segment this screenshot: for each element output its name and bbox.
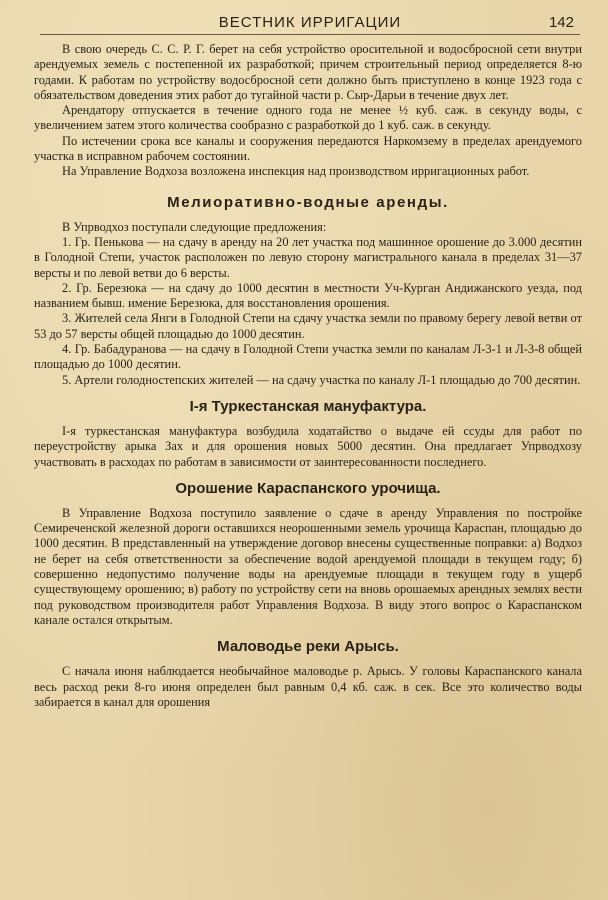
paragraph: I-я туркестанская мануфактура возбудила ходатайство о выдаче ей ссуды для работ по переустройству арыка Зах и для орошения новых 5000 десятин. Она предлагает Упрводхозу участвовать в расходах по работам в зависимости от заинтересованности последнего. [34, 423, 582, 469]
section-heading: Маловодье реки Арысь. [217, 638, 399, 656]
article-body [34, 42, 582, 710]
section-heading: Орошение Караспанского урочища. [175, 479, 441, 497]
paragraph: 2. Гр. Березюка — на сдачу до 1000 десятин в местности Уч-Курган Андижанского уезда, под названием бывш. имение Березюка, для восстановления орошения. [34, 280, 582, 311]
paragraph: В Упрводхоз поступали следующие предложения: [62, 219, 327, 234]
page-number: 142 [548, 14, 574, 31]
running-header [40, 12, 580, 35]
paragraph: В свою очередь С. С. Р. Г. берет на себя устройство оросительной и водосбросной сети внутри арендуемых земель с постепенной их разработкой; причем строительный период определяется 8-ю годами. К работам по устройству водосбросной сети должно быть приступлено в конце 1923 года с обязательством доведения этих работ до тугайной части р. Сыр-Дарьи в течение двух лет. [34, 42, 582, 102]
paragraph: 3. Жителей села Янги в Голодной Степи на сдачу участка земли по правому берегу левой ветви от 53 до 57 версты общей площадью до 1000 десятин. [34, 311, 582, 341]
paragraph: 4. Гр. Бабадуранова — на сдачу в Голодной Степи участка земли по каналам Л-3-1 и Л-3-8 общей площадью до 1000 десятин. [34, 342, 582, 372]
paragraph: 1. Гр. Пенькова — на сдачу в аренду на 20 лет участка под машинное орошение до 3.000 десятин в Голодной Степи, участок расположен по левую сторону магистрального канала в пределах 31—37 версты и по левой ветви до 6 версты. [34, 234, 582, 280]
section-heading: Мелиоративно-водные аренды. [167, 193, 449, 211]
paragraph: По истечении срока все каналы и сооружения передаются Наркомзему в пределах арендуемого участка в исправном рабочем состоянии. [34, 133, 582, 164]
paragraph: Арендатору отпускается в течение одного года не менее ½ куб. саж. в секунду воды, с увеличением затем этого количества сообразно с разработкой до 1 куб. саж. в секунду. [34, 103, 582, 133]
section-heading: I-я Туркестанская мануфактура. [189, 397, 427, 415]
paragraph: В Управление Водхоза поступило заявление о сдаче в аренду Управления по постройке Семиреченской железной дороги оставшихся неорошенными земель урочища Караспан, площадью до 1000 десятин. В представленный на утверждение договор внесены существенные поправки: а) Водхоз не берет на себя ответственности за обеспечение водой арендуемой площади в текущем году; б) совершенно недопустимо получение воды на арендуемые площади в текущем году в ущерб существующему орошению; в) работу по устройству сети на вновь орошаемых арендных землях вести под руководством производителя работ Управления Водхоза. В виду этого вопрос о Караспанском канале остался открытым. [34, 505, 582, 627]
journal-title: ВЕСТНИК ИРРИГАЦИИ [218, 14, 402, 31]
paragraph: С начала июня наблюдается необычайное маловодье р. Арысь. У головы Караспанского канала весь расход реки 8-го июня определен был равным 0,4 кб. саж. в сек. Все это количество воды забирается в канал для орошения [34, 664, 582, 709]
paragraph: На Управление Водхоза возложена инспекция над производством ирригационных работ. [62, 164, 530, 179]
paragraph: 5. Артели голодностепских жителей — на сдачу участка по каналу Л-1 площадью до 700 десятин. [62, 372, 581, 387]
